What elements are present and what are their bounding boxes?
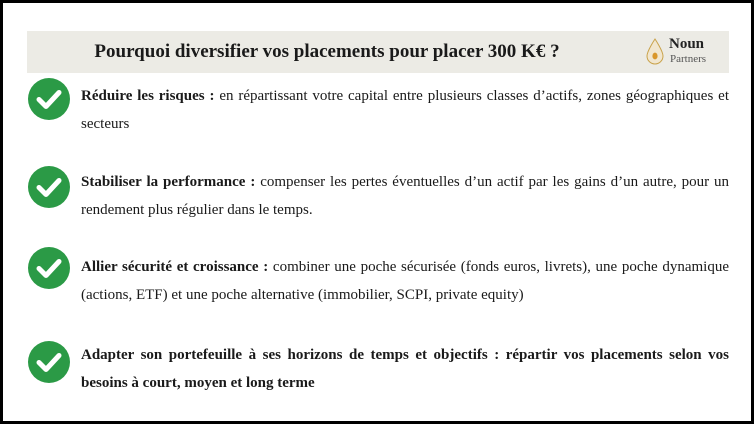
item-heading: Adapter son portefeuille à ses horizons de temps et objectifs : répartir vos placements selon vos besoins à court, moyen et long terme — [81, 347, 729, 391]
drop-logo-icon — [645, 38, 665, 66]
item-body: compenser les pertes éventuelles d’un actif par les gains d’un autre, pour un rendement plus régulier dans le temps. — [81, 174, 729, 218]
item-body: combiner une poche sécurisée (fonds euros, livrets), une poche dynamique (actions, ETF) et une poche alternative (immobilier, SCPI, private equity) — [81, 259, 729, 303]
item-text — [81, 168, 729, 224]
check-circle-icon — [27, 340, 71, 384]
slide — [3, 3, 751, 421]
check-circle-icon — [27, 246, 71, 290]
item-text — [81, 253, 729, 309]
item-body: en répartissant votre capital entre plusieurs classes d’actifs, zones géographiques et secteurs — [81, 88, 729, 132]
item-text — [81, 341, 729, 397]
item-heading: Stabiliser la performance : — [81, 174, 256, 190]
item-heading: Réduire les risques : — [81, 88, 215, 104]
check-circle-icon — [27, 165, 71, 209]
item-heading: Allier sécurité et croissance : — [81, 259, 269, 275]
check-circle-icon — [27, 77, 71, 121]
title-banner — [27, 31, 729, 73]
logo-subtitle: Partners — [670, 53, 707, 65]
logo-name: Noun — [669, 36, 705, 52]
item-text — [81, 82, 729, 138]
logo — [645, 36, 719, 68]
page-title: Pourquoi diversifier vos placements pour placer 300 K€ ? — [94, 41, 560, 62]
